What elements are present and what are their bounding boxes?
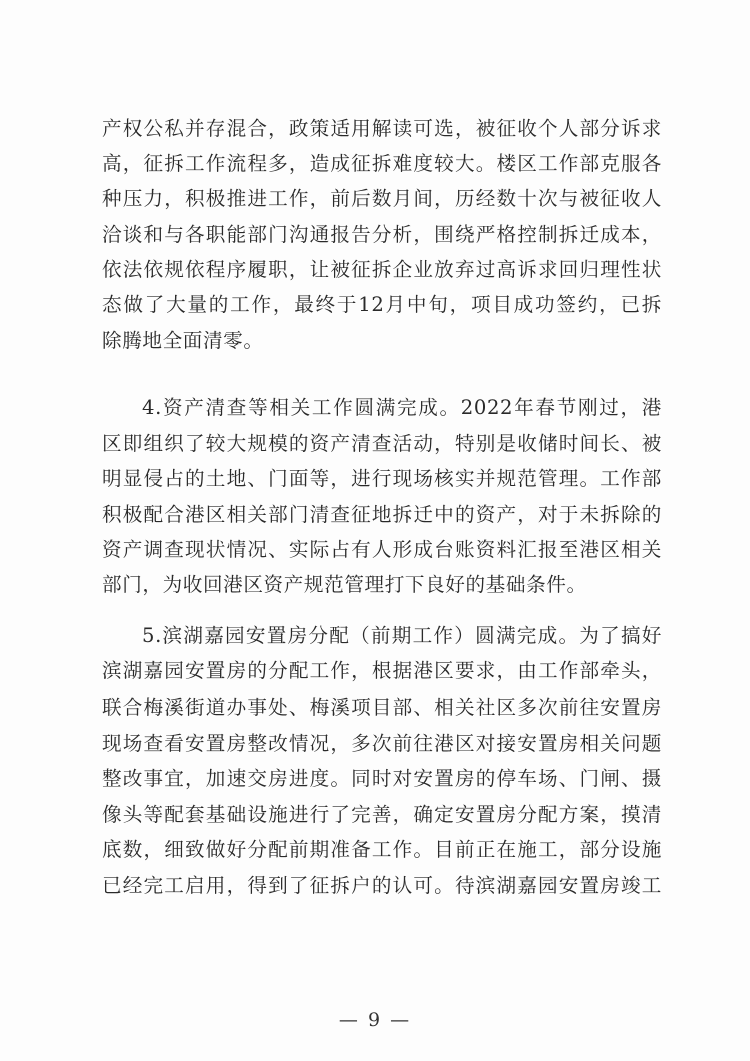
body-text-line: 联合梅溪街道办事处、梅溪项目部、相关社区多次前往安置房 <box>102 696 662 719</box>
body-text-line: 部门，为收回港区资产规范管理打下良好的基础条件。 <box>102 573 587 596</box>
body-text-line: 积极配合港区相关部门清查征地拆迁中的资产，对于未拆除的 <box>102 503 662 526</box>
body-text-line: 产权公私并存混合，政策适用解读可选，被征收个人部分诉求 <box>102 117 662 140</box>
body-text-line: 洽谈和与各职能部门沟通报告分析，围绕严格控制拆迁成本， <box>102 223 662 246</box>
body-text-line: 除腾地全面清零。 <box>102 329 264 352</box>
body-text-line: 5.滨湖嘉园安置房分配（前期工作）圆满完成。为了搞好 <box>142 624 662 647</box>
body-text-line: 态做了大量的工作，最终于12月中旬，项目成功签约，已拆 <box>102 293 662 316</box>
body-text-line: 像头等配套基础设施进行了完善，确定安置房分配方案，摸清 <box>102 803 662 826</box>
body-text-line: 依法依规依程序履职，让被征拆企业放弃过高诉求回归理性状 <box>102 258 662 281</box>
body-text-line: 现场查看安置房整改情况，多次前往港区对接安置房相关问题 <box>102 732 662 755</box>
body-text-line: 高，征拆工作流程多，造成征拆难度较大。楼区工作部克服各 <box>102 152 662 175</box>
body-text-line: 种压力，积极推进工作，前后数月间，历经数十次与被征收人 <box>102 187 662 210</box>
body-text-line: 资产调查现状情况、实际占有人形成台账资料汇报至港区相关 <box>102 538 662 561</box>
body-text-line: 4.资产清查等相关工作圆满完成。2022年春节刚过，港 <box>142 396 662 419</box>
body-text-line: 滨湖嘉园安置房的分配工作，根据港区要求，由工作部牵头， <box>102 659 662 682</box>
body-text-line: 明显侵占的土地、门面等，进行现场核实并规范管理。工作部 <box>102 467 662 490</box>
body-text-line: 区即组织了较大规模的资产清查活动，特别是收储时间长、被 <box>102 432 662 455</box>
body-text-line: 底数，细致做好分配前期准备工作。目前正在施工，部分设施 <box>102 838 662 861</box>
body-text-line: 已经完工启用，得到了征拆户的认可。待滨湖嘉园安置房竣工 <box>102 874 662 897</box>
page-number: — 9 — <box>338 1009 412 1031</box>
body-text-line: 整改事宜，加速交房进度。同时对安置房的停车场、门闸、摄 <box>102 767 662 790</box>
